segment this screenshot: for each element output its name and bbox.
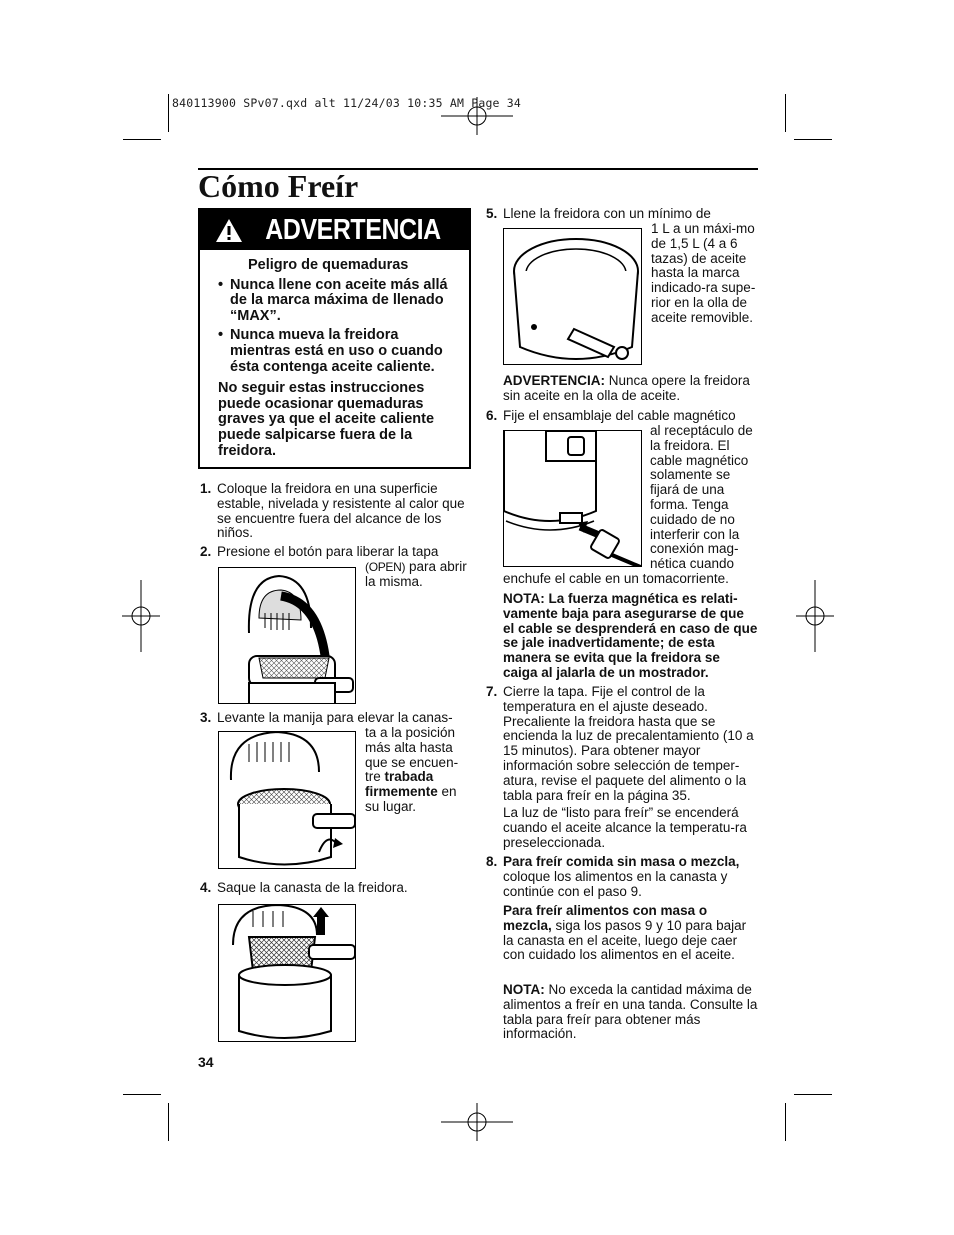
open-label: (OPEN) <box>365 560 406 574</box>
step-text: para abrir la misma. <box>365 559 467 589</box>
step-number: 7. <box>486 684 498 699</box>
step-number: 6. <box>486 408 498 423</box>
page-title: Cómo Freír <box>198 168 359 204</box>
warning-consequence: No seguir estas instrucciones puede ocasionar quemaduras graves ya que el aceite caliente puede salpicarse fuera de la freidora. <box>218 380 435 459</box>
step-text: No exceda la cantidad máxima de alimentos a freír en una tanda. Consulte la tabla para freír para obtener más información. <box>503 982 758 1042</box>
warning-bullet: • Nunca mueva la freidora mientras está en uso o cuando ésta contenga aceite caliente. <box>218 328 455 375</box>
illustration-raise-basket <box>218 731 356 869</box>
step-6-side-text: al receptáculo de la freidora. El cable magnético solamente se fijará de una forma. Tenga cuidado de no interferir con la conexión mag-nética cuando <box>650 423 753 572</box>
warning-box <box>198 208 471 469</box>
crop-mark <box>785 1103 786 1141</box>
warning-list <box>218 278 455 376</box>
step-2-side-text <box>365 560 473 590</box>
warning-label: ADVERTENCIA: <box>503 373 606 388</box>
print-slug: 840113900 SPv07.qxd alt 11/24/03 10:35 AM Page 34 <box>172 96 522 110</box>
warning-banner <box>200 210 469 250</box>
crop-mark <box>794 1094 832 1095</box>
step-text: Llene la freidora con un mínimo de <box>503 206 711 221</box>
illustration-fill-oil <box>503 228 642 365</box>
step-3-side-text <box>365 726 471 815</box>
step-number: 8. <box>486 854 498 869</box>
step-7 <box>486 684 758 803</box>
step-8-battered <box>503 904 758 963</box>
step-6-note: NOTA: La fuerza magnética es relati-vamente baja para asegurarse de que el cable se desprenderá en caso de que se jale inadvertidamente; de esta manera se evita que la freidora se caiga al jalarla de un mostrador. <box>503 591 758 680</box>
step-2 <box>200 544 471 560</box>
step-8-note <box>503 983 758 1042</box>
note-label: NOTA: <box>503 982 545 997</box>
crop-mark <box>123 139 161 140</box>
registration-mark-right <box>796 580 834 652</box>
warning-triangle-icon <box>215 218 243 243</box>
crop-mark <box>785 94 786 132</box>
step-7-ready: La luz de “listo para freír” se encenderá cuando el aceite alcance la temperatu-ra preseleccionada. <box>503 805 747 850</box>
step-text: Presione el botón para liberar la tapa <box>217 544 439 559</box>
illustration-magnetic-cord <box>503 430 642 567</box>
step-text: Fije el ensamblaje del cable magnético <box>503 408 736 423</box>
warning-subtitle: Peligro de quemaduras <box>248 257 409 273</box>
warning-body <box>200 250 469 459</box>
step-emphasis: Para freír alimentos con masa o mezcla, <box>503 903 708 933</box>
step-3 <box>200 710 471 726</box>
crop-mark <box>123 1094 161 1095</box>
step-5 <box>486 206 758 222</box>
step-text: Saque la canasta de la freidora. <box>217 880 408 895</box>
step-6 <box>486 408 758 424</box>
step-text: Levante la manija para elevar la canas- <box>217 710 453 725</box>
step-4 <box>200 880 471 896</box>
step-1 <box>200 481 471 541</box>
step-number: 1. <box>200 481 212 496</box>
crop-mark <box>794 139 832 140</box>
step-5-warning <box>503 374 758 404</box>
step-text: en su lugar. <box>365 784 457 814</box>
step-number: 2. <box>200 544 212 559</box>
step-8 <box>486 854 758 899</box>
crop-mark <box>168 94 169 132</box>
step-6-after: enchufe el cable en un tomacorriente. <box>503 571 729 586</box>
warning-title: ADVERTENCIA <box>264 213 441 246</box>
step-text: siga los pasos 9 y 10 para bajar la canasta en el aceite, luego deje caer con cuidado los alimentos en el aceite. <box>503 917 747 963</box>
step-text: ta a la posición más alta hasta que se encuen-tre <box>365 725 459 785</box>
page-number: 34 <box>198 1054 214 1070</box>
registration-mark-left <box>122 580 160 652</box>
registration-mark-bottom <box>441 1103 513 1141</box>
step-number: 5. <box>486 206 498 221</box>
step-number: 4. <box>200 880 212 895</box>
step-emphasis: Para freír comida sin masa o mezcla, <box>503 854 740 869</box>
step-text: coloque los alimentos en la canasta y continúe con el paso 9. <box>503 868 728 899</box>
step-emphasis: trabada firmemente <box>365 769 438 800</box>
illustration-remove-basket <box>218 904 356 1042</box>
step-text: Coloque la freidora en una superficie estable, nivelada y resistente al calor que se encuentre fuera del alcance de los niños. <box>217 481 465 541</box>
warning-bullet: • Nunca llene con aceite más allá de la marca máxima de llenado “MAX”. <box>218 278 455 325</box>
step-text: Nunca opere la freidora sin aceite en la olla de aceite. <box>503 373 750 403</box>
illustration-open-lid <box>218 567 356 704</box>
step-5-side-text: 1 L a un máxi-mo de 1,5 L (4 a 6 tazas) de aceite hasta la marca indicado-ra supe-rior en la olla de aceite removible. <box>651 221 756 325</box>
step-text: Cierre la tapa. Fije el control de la temperatura en el ajuste deseado. Precaliente la freidora hasta que se encienda la luz de precalentamiento (10 a 15 minutos). Para obtener mayor información sobre selección de temper-atura, revise el paquete del alimento o la tabla para freír en la página 35. <box>503 684 754 803</box>
crop-mark <box>168 1103 169 1141</box>
step-number: 3. <box>200 710 212 725</box>
